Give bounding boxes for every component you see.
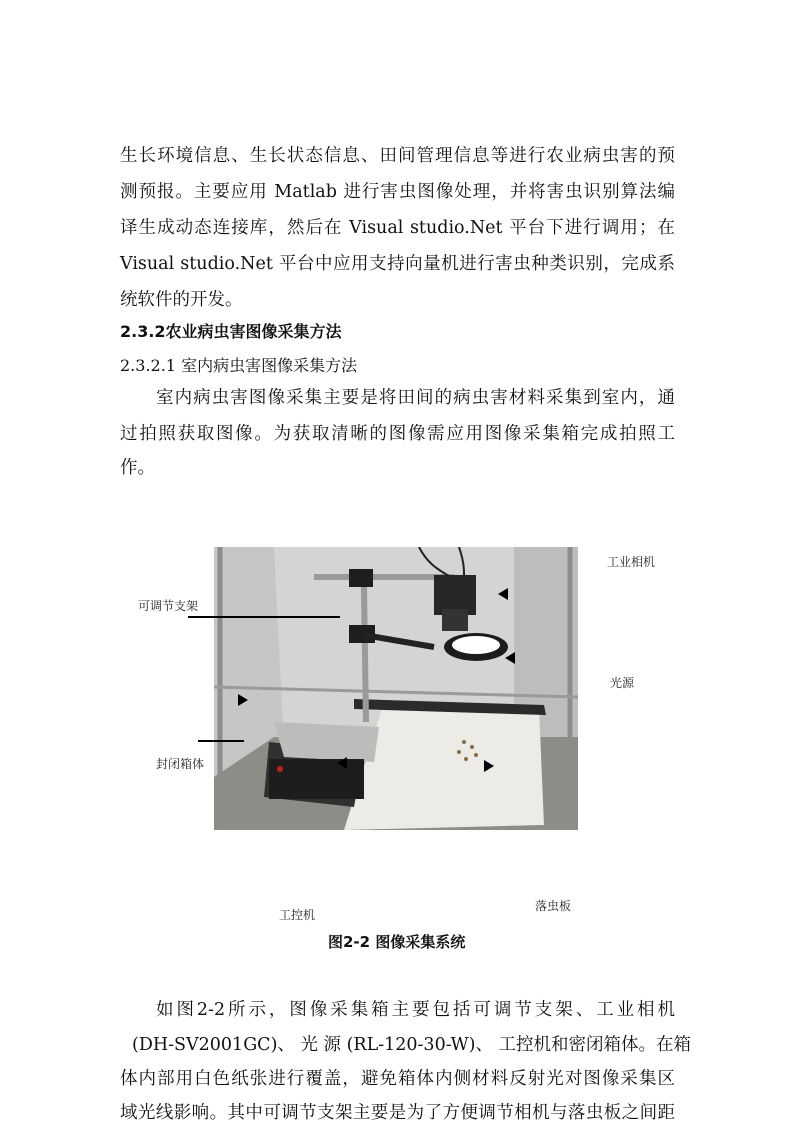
label-bracket: 可调节支架	[138, 599, 199, 613]
paragraph-3-line-3: 体内部用白色纸张进行覆盖，避免箱体内侧材料反射光对图像采集区	[120, 1069, 675, 1089]
ipc-arrow-icon	[337, 757, 347, 769]
label-light: 光源	[610, 676, 635, 690]
box-arrow-icon	[238, 694, 248, 706]
section-heading: 2.3.2农业病虫害图像采集方法	[120, 322, 342, 341]
paragraph-1-line-1: 生长环境信息、生长状态信息、田间管理信息等进行农业病虫害的预	[120, 146, 675, 166]
label-camera: 工业相机	[607, 555, 656, 569]
paragraph-1-line-4: Visual studio.Net 平台中应用支持向量机进行害虫种类识别，完成系	[120, 254, 675, 274]
paragraph-3-line-1: 如图2-2所示，图像采集箱主要包括可调节支架、工业相机	[156, 1000, 675, 1020]
label-ipc: 工控机	[279, 908, 316, 922]
paragraph-1-line-5: 统软件的开发。	[120, 290, 243, 310]
box-leader-line	[198, 740, 244, 742]
camera-arrow-icon	[498, 588, 508, 600]
paragraph-3-line-4: 域光线影响。其中可调节支架主要是为了方便调节相机与落虫板之间距	[120, 1103, 675, 1123]
image-acquisition-box-photo	[214, 547, 578, 830]
paragraph-1-line-2: 测预报。主要应用 Matlab 进行害虫图像处理，并将害虫识别算法编	[120, 182, 675, 202]
paragraph-1-line-3: 译生成动态连接库，然后在 Visual studio.Net 平台下进行调用；在	[120, 218, 675, 238]
label-board: 落虫板	[535, 899, 572, 913]
light-arrow-icon	[505, 652, 515, 664]
board-arrow-icon	[484, 760, 494, 772]
subsection-heading: 2.3.2.1 室内病虫害图像采集方法	[120, 356, 358, 375]
label-box: 封闭箱体	[156, 757, 205, 771]
paragraph-2-line-1: 室内病虫害图像采集主要是将田间的病虫害材料采集到室内，通	[156, 388, 675, 408]
paragraph-2-line-3: 作。	[120, 458, 155, 478]
figure-caption: 图2-2 图像采集系统	[328, 933, 466, 951]
paragraph-2-line-2: 过拍照获取图像。为获取清晰的图像需应用图像采集箱完成拍照工	[120, 424, 675, 444]
paragraph-3-line-2: (DH-SV2001GC)、 光 源 (RL-120-30-W)、 工控机和密闭箱体。在箱	[132, 1035, 692, 1055]
bracket-leader-line	[188, 616, 340, 618]
